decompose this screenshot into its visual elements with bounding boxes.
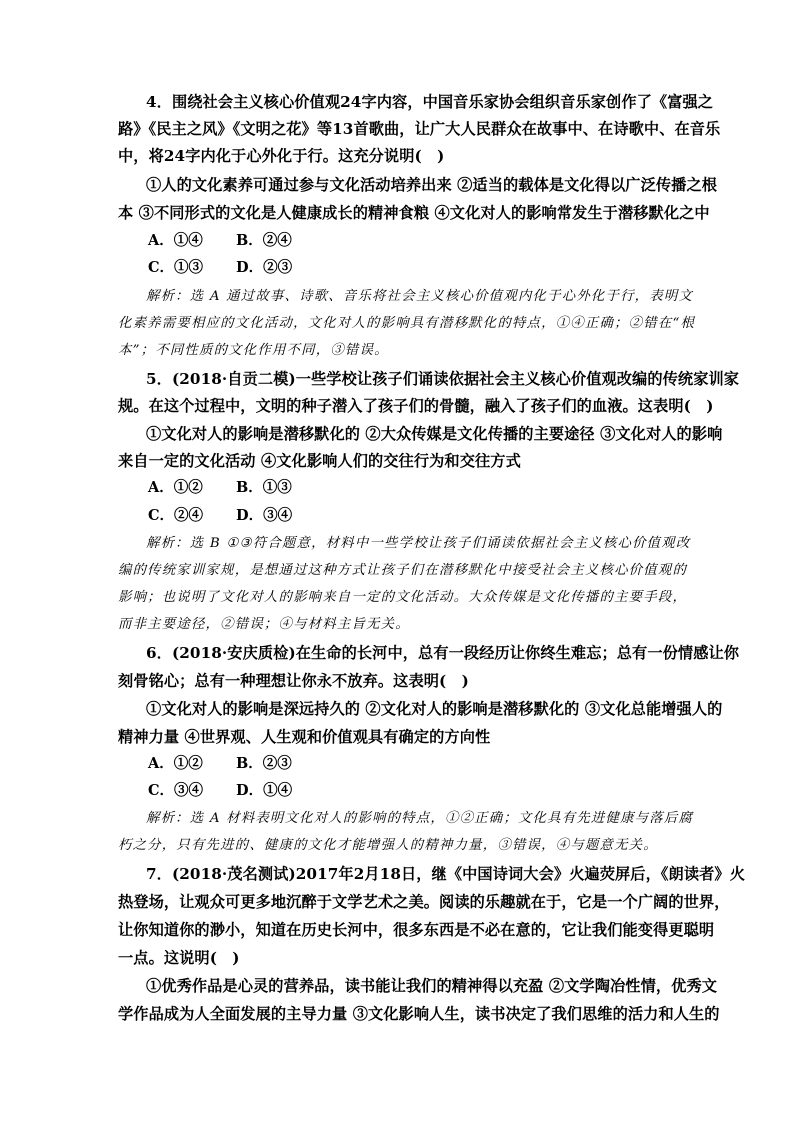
q5-statement-line: ①文化对人的影响是潜移默化的 ②大众传媒是文化传播的主要途径 ③文化对人的影响 — [146, 425, 723, 443]
q4-statement-line: 本 ③不同形式的文化是人健康成长的精神食粮 ④文化对人的影响常发生于潜移默化之中 — [118, 204, 710, 222]
q4-option-c: C．①③ — [148, 259, 204, 276]
q6-option-c: C．③④ — [148, 782, 204, 799]
q5-explanation-line: 编的传统家训家规，是想通过这种方式让孩子们在潜移默化中接受社会主义核心价值观的 — [118, 563, 688, 578]
q6-explanation-line: 解析：选 A 材料表明文化对人的影响的特点，①②正确；文化具有先进健康与落后腐 — [146, 811, 694, 826]
q5-option-b: B．①③ — [236, 479, 292, 496]
q5-option-a: A．①② — [148, 479, 203, 496]
q6-stem-line: 6．(2018·安庆质检)在生命的长河中，总有一段经历让你终生难忘；总有一份情感让你 — [146, 644, 740, 662]
q5-statement-line: 来自一定的文化活动 ④文化影响人们的交往行为和交往方式 — [118, 452, 521, 470]
q6-option-a: A．①② — [148, 755, 203, 772]
q7-stem-line: 一点。这说明( ) — [118, 949, 240, 967]
q4-stem-line: 路》《民主之风》《文明之花》等13首歌曲，让广大人民群众在故事中、在诗歌中、在音乐 — [118, 120, 721, 138]
q4-option-d: D．②③ — [236, 259, 293, 276]
q4-explanation-line: 解析：选 A 通过故事、诗歌、音乐将社会主义核心价值观内化于心外化于行，表明文 — [146, 289, 694, 304]
q5-explanation-line: 影响；也说明了文化对人的影响来自一定的文化活动。大众传媒是文化传播的主要手段， — [118, 590, 688, 605]
q4-explanation-line: 化素养需要相应的文化活动，文化对人的影响具有潜移默化的特点，①④正确；②错在“根 — [118, 316, 696, 331]
q6-stem-line: 刻骨铭心；总有一种理想让你永不放弃。这表明( ) — [118, 672, 469, 690]
q6-statement-line: ①文化对人的影响是深远持久的 ②文化对人的影响是潜移默化的 ③文化总能增强人的 — [146, 700, 723, 718]
q4-statement-line: ①人的文化素养可通过参与文化活动培养出来 ②适当的载体是文化得以广泛传播之根 — [146, 176, 718, 194]
q4-explanation-line: 本”；不同性质的文化作用不同，③错误。 — [118, 343, 389, 358]
q5-option-c: C．②④ — [148, 507, 204, 524]
q4-stem-line: 中，将24字内化于心外化于行。这充分说明( ) — [118, 147, 445, 165]
q5-stem-line: 规。在这个过程中，文明的种子潜入了孩子们的骨髓，融入了孩子们的血液。这表明( ) — [118, 397, 714, 415]
q7-statement-line: 学作品成为人全面发展的主导力量 ③文化影响人生，读书决定了我们思维的活力和人生的 — [118, 1005, 720, 1023]
q4-option-b: B．②④ — [236, 232, 292, 249]
q4-option-a: A．①④ — [148, 232, 203, 249]
q7-stem-line: 热登场，让观众可更多地沉醉于文学艺术之美。阅读的乐趣就在于，它是一个广阔的世界， — [118, 893, 730, 911]
q6-option-d: D．①④ — [236, 782, 293, 799]
q7-statement-line: ①优秀作品是心灵的营养品，读书能让我们的精神得以充盈 ②文学陶冶性情，优秀文 — [146, 977, 718, 995]
q7-stem-line: 7．(2018·茂名测试)2017年2月18日，继《中国诗词大会》火遍荧屏后，《朗读者》火 — [146, 865, 745, 883]
q6-statement-line: 精神力量 ④世界观、人生观和价值观具有确定的方向性 — [118, 728, 491, 746]
q7-stem-line: 让你知道你的渺小，知道在历史长河中，很多东西是不必在意的，它让我们能变得更聪明 — [118, 921, 715, 939]
q5-stem-line: 5．(2018·自贡二模)一些学校让孩子们诵读依据社会主义核心价值观改编的传统家训家 — [146, 370, 740, 388]
q4-stem-line: 4．围绕社会主义核心价值观24字内容，中国音乐家协会组织音乐家创作了《富强之 — [146, 93, 714, 111]
q6-explanation-line: 朽之分，只有先进的、健康的文化才能增强人的精神力量，③错误，④与题意无关。 — [118, 838, 658, 853]
q5-explanation-line: 而非主要途径，②错误；④与材料主旨无关。 — [118, 617, 410, 632]
q5-option-d: D．③④ — [236, 507, 293, 524]
q5-explanation-line: 解析：选 B ①③符合题意，材料中一些学校让孩子们诵读依据社会主义核心价值观改 — [146, 536, 691, 551]
q6-option-b: B．②③ — [236, 755, 292, 772]
